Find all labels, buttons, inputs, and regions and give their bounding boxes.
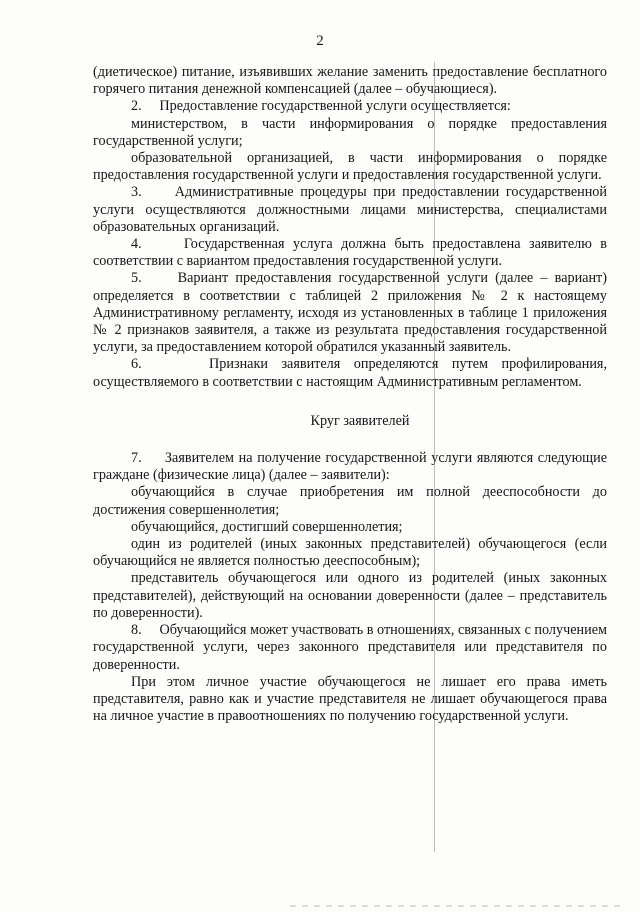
scan-artifact-footer [290, 905, 620, 907]
paragraph-p2a: министерством, в части информирования о порядке предоставления государственной услуги; [93, 115, 607, 149]
paragraph-p4: 4. Государственная услуга должна быть предоставлена заявителю в соответствии с вариантом предоставления государственной услуги. [93, 236, 607, 270]
paragraph-p7a: обучающийся в случае приобретения им полной дееспособности до достижения совершеннолетия; [93, 484, 607, 518]
paragraph-p0: (диетическое) питание, изъявивших желание заменить предоставление бесплатного горячего питания денежной компенсацией (далее – обучающиеся). [93, 64, 607, 98]
paragraph-p3: 3. Административные процедуры при предоставлении государственной услуги осуществляются должностными лицами министерства, специалистами образовательных организаций. [93, 184, 607, 235]
paragraph-p2: 2. Предоставление государственной услуги осуществляется: [131, 98, 511, 115]
paragraph-p7b: обучающийся, достигший совершеннолетия; [131, 518, 403, 535]
paragraphs-bottom [93, 450, 607, 725]
section-title: Круг заявителей [310, 412, 410, 429]
paragraph-p7: 7. Заявителем на получение государственной услуги являются следующие граждане (физические лица) (далее – заявители): [93, 450, 607, 484]
paragraphs-top [93, 64, 607, 391]
paragraph-p7d: представитель обучающегося или одного из родителей (иных законных представителей), действующий на основании доверенности (далее – представитель по доверенности). [93, 570, 607, 621]
paragraph-p8: 8. Обучающийся может участвовать в отношениях, связанных с получением государственной услуги, через законного представителя или представителя по доверенности. [93, 622, 607, 673]
page-number: 2 [316, 33, 324, 49]
paragraph-p9: При этом личное участие обучающегося не лишает его права иметь представителя, равно как и участие представителя не лишает обучающегося права на личное участие в правоотношениях по получению государственной услуги. [93, 673, 607, 725]
paragraph-p5: 5. Вариант предоставления государственной услуги (далее – вариант) определяется в соответствии с таблицей 2 приложения № 2 к настоящему Административному регламенту, исходя из установленных в таблице 1 приложения № 2 признаков заявителя, а также из результата предоставления государственной услуги, за предоставлением которой обратился указанный заявитель. [93, 270, 607, 356]
paragraph-p7c: один из родителей (иных законных представителей) обучающегося (если обучающийся не является полностью дееспособным); [93, 536, 607, 570]
paragraph-p2b: образовательной организацией, в части информирования о порядке предоставления государственной услуги и предоставления государственной услуги. [93, 150, 607, 184]
document-body [93, 64, 607, 725]
scan-artifact-line [434, 62, 435, 852]
paragraph-p6: 6. Признаки заявителя определяются путем профилирования, осуществляемого в соответствии с настоящим Административным регламентом. [93, 356, 607, 390]
